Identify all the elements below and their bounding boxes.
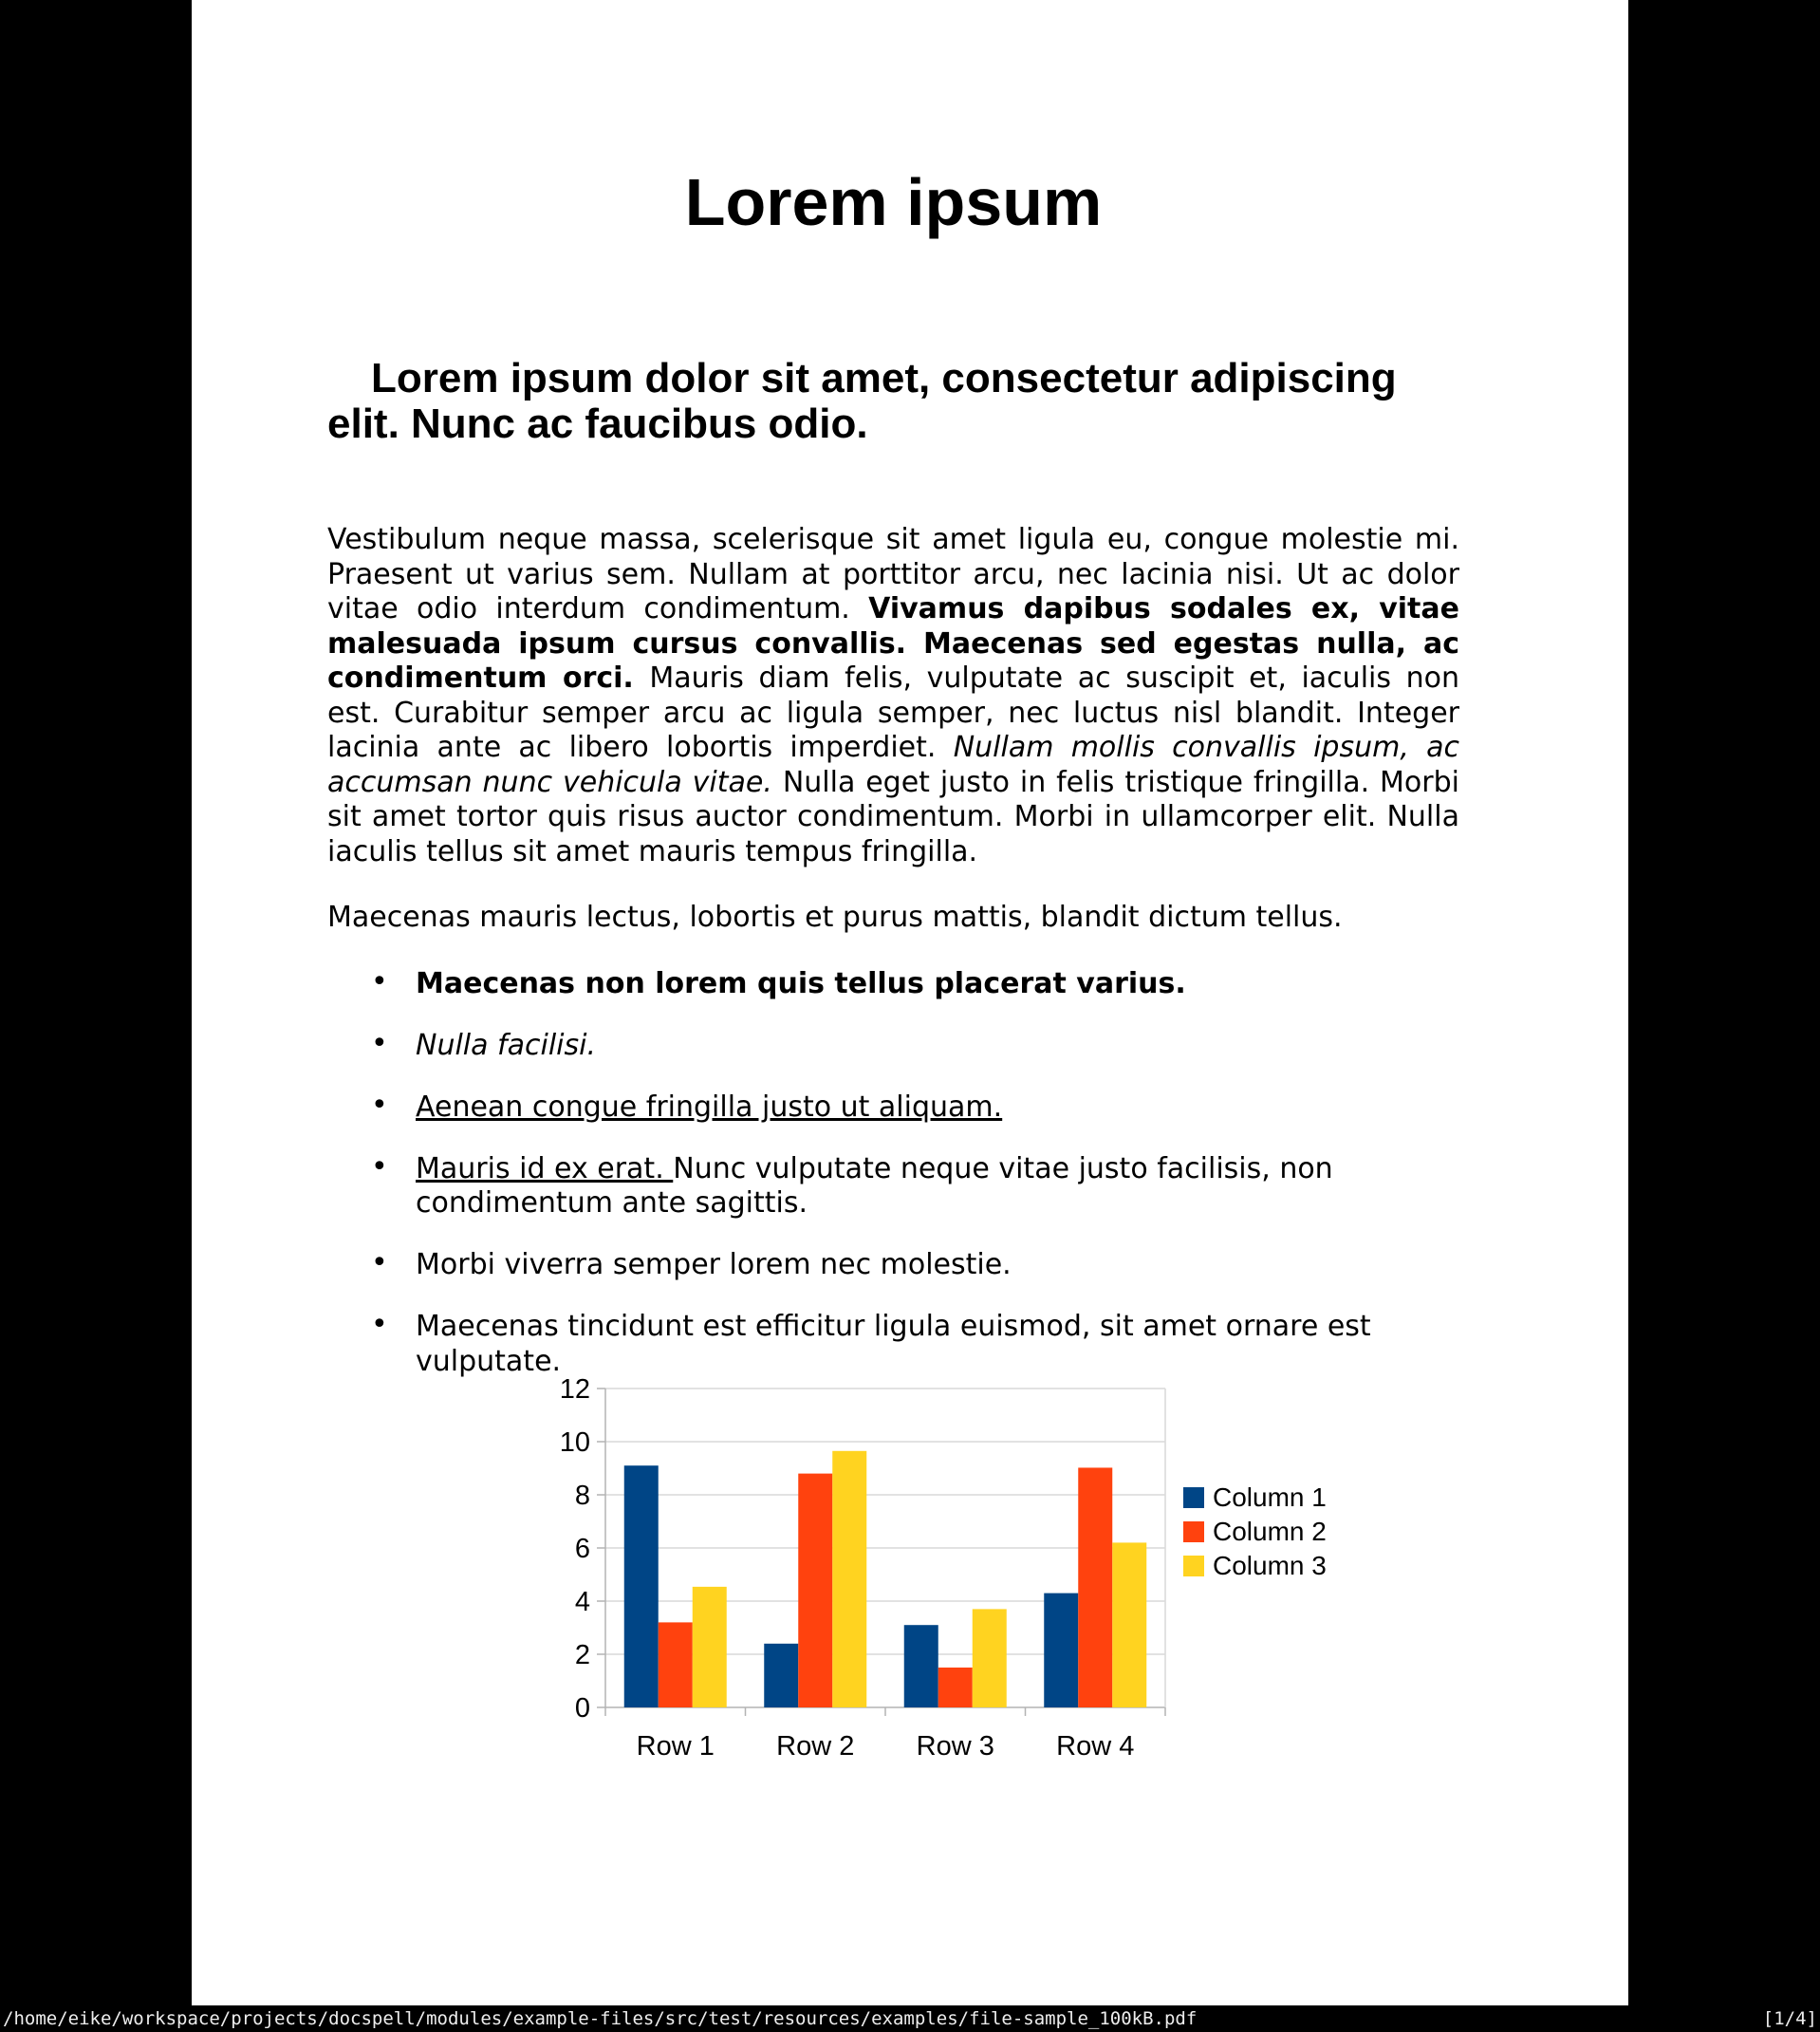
bar-column-3-row-1 xyxy=(693,1587,727,1707)
file-path: /home/eike/workspace/projects/docspell/modules/example-files/src/test/resources/examples/file-sample_100kB.pdf xyxy=(3,2008,1198,2029)
text-segment: Aenean congue fringilla justo ut aliquam. xyxy=(416,1090,1003,1124)
bar-chart xyxy=(550,1348,1338,1775)
legend-label: Column 3 xyxy=(1213,1551,1327,1580)
bar-column-3-row-4 xyxy=(1112,1542,1146,1707)
page-indicator: [1/4] xyxy=(1762,2008,1817,2029)
y-tick-label: 8 xyxy=(574,1481,590,1511)
bar-column-1-row-2 xyxy=(764,1644,798,1707)
y-tick-label: 6 xyxy=(574,1534,590,1564)
document-title: Lorem ipsum xyxy=(684,165,1103,239)
bullet-list xyxy=(327,964,1459,1380)
text-segment: Nunc vulputate neque vitae justo facilisis, non condimentum ante sagittis. xyxy=(416,1151,1333,1220)
list-item xyxy=(327,1088,1459,1126)
list-item xyxy=(327,1248,1459,1283)
legend-swatch xyxy=(1183,1487,1204,1508)
x-category-label: Row 1 xyxy=(636,1731,715,1762)
bar-column-1-row-4 xyxy=(1044,1594,1078,1707)
bar-column-1-row-3 xyxy=(904,1625,938,1707)
bar-column-2-row-3 xyxy=(938,1668,973,1707)
text-segment: Vestibulum neque massa, scelerisque sit amet ligula eu, congue molestie mi. Praesent ut varius sem. Nullam at porttitor arcu, nec lacinia nisi. Ut ac dolor vitae odio interdum condimentum. xyxy=(327,523,1459,625)
x-category-label: Row 3 xyxy=(916,1731,994,1762)
document-subtitle: Lorem ipsum dolor sit amet, consectetur adipiscing elit. Nunc ac faucibus odio. xyxy=(327,355,1397,447)
y-tick-label: 0 xyxy=(574,1693,590,1724)
paragraph xyxy=(327,523,1459,869)
text-segment: Maecenas tincidunt est efficitur ligula euismod, sit amet ornare est vulputate. xyxy=(416,1310,1371,1378)
status-bar xyxy=(0,2005,1820,2032)
list-item xyxy=(327,1026,1459,1064)
bar-column-2-row-4 xyxy=(1078,1467,1112,1707)
text-segment: Mauris id ex erat. xyxy=(416,1151,674,1185)
bar-column-1-row-1 xyxy=(624,1465,659,1707)
legend-swatch xyxy=(1183,1556,1204,1576)
text-segment: Mauris diam felis, vulputate ac suscipit et, iaculis non est. Curabitur semper arcu ac ligula semper, nec luctus nisl blandit. Integer lacinia ante ac libero lobortis imperdiet. xyxy=(327,662,1459,764)
legend-label: Column 2 xyxy=(1213,1517,1327,1546)
bar-chart-svg xyxy=(550,1348,1338,1775)
bullet-icon: • xyxy=(371,1088,388,1122)
document-page xyxy=(192,0,1628,2005)
text-segment: Vivamus dapibus sodales ex, vitae malesuada ipsum cursus convallis. Maecenas sed egestas nulla, ac condimentum orci. xyxy=(327,592,1459,695)
bullet-icon: • xyxy=(371,1246,388,1279)
bullet-icon: • xyxy=(371,1308,388,1341)
y-tick-label: 2 xyxy=(574,1640,590,1670)
text-segment: Morbi viverra semper lorem nec molestie. xyxy=(416,1248,1012,1281)
paragraph: Maecenas mauris lectus, lobortis et purus mattis, blandit dictum tellus. xyxy=(327,901,1343,934)
bullet-icon: • xyxy=(371,1149,388,1184)
legend-label: Column 1 xyxy=(1213,1482,1327,1512)
list-item xyxy=(327,964,1459,1002)
legend-swatch xyxy=(1183,1521,1204,1542)
page-content xyxy=(192,0,1628,1379)
x-category-label: Row 2 xyxy=(776,1731,855,1762)
y-tick-label: 12 xyxy=(559,1374,590,1405)
text-segment: Nullam mollis convallis ipsum, ac accumsan nunc vehicula vitae. xyxy=(327,731,1459,799)
bar-column-3-row-2 xyxy=(832,1451,866,1707)
text-segment: Nulla eget justo in felis tristique fringilla. Morbi sit amet tortor quis risus auctor condimentum. Morbi in ullamcorper elit. Nulla iaculis tellus sit amet mauris tempus fringilla. xyxy=(327,765,1459,868)
y-tick-label: 4 xyxy=(574,1587,590,1617)
bar-column-2-row-1 xyxy=(659,1622,693,1707)
text-segment: Maecenas non lorem quis tellus placerat varius. xyxy=(416,966,1186,1000)
bullet-icon: • xyxy=(371,964,388,998)
bar-column-3-row-3 xyxy=(973,1609,1007,1707)
list-item xyxy=(327,1149,1459,1221)
bar-column-2-row-2 xyxy=(798,1474,832,1707)
x-category-label: Row 4 xyxy=(1056,1731,1135,1762)
bullet-icon: • xyxy=(371,1026,388,1060)
y-tick-label: 10 xyxy=(559,1427,590,1458)
text-segment: Nulla facilisi. xyxy=(416,1028,596,1062)
